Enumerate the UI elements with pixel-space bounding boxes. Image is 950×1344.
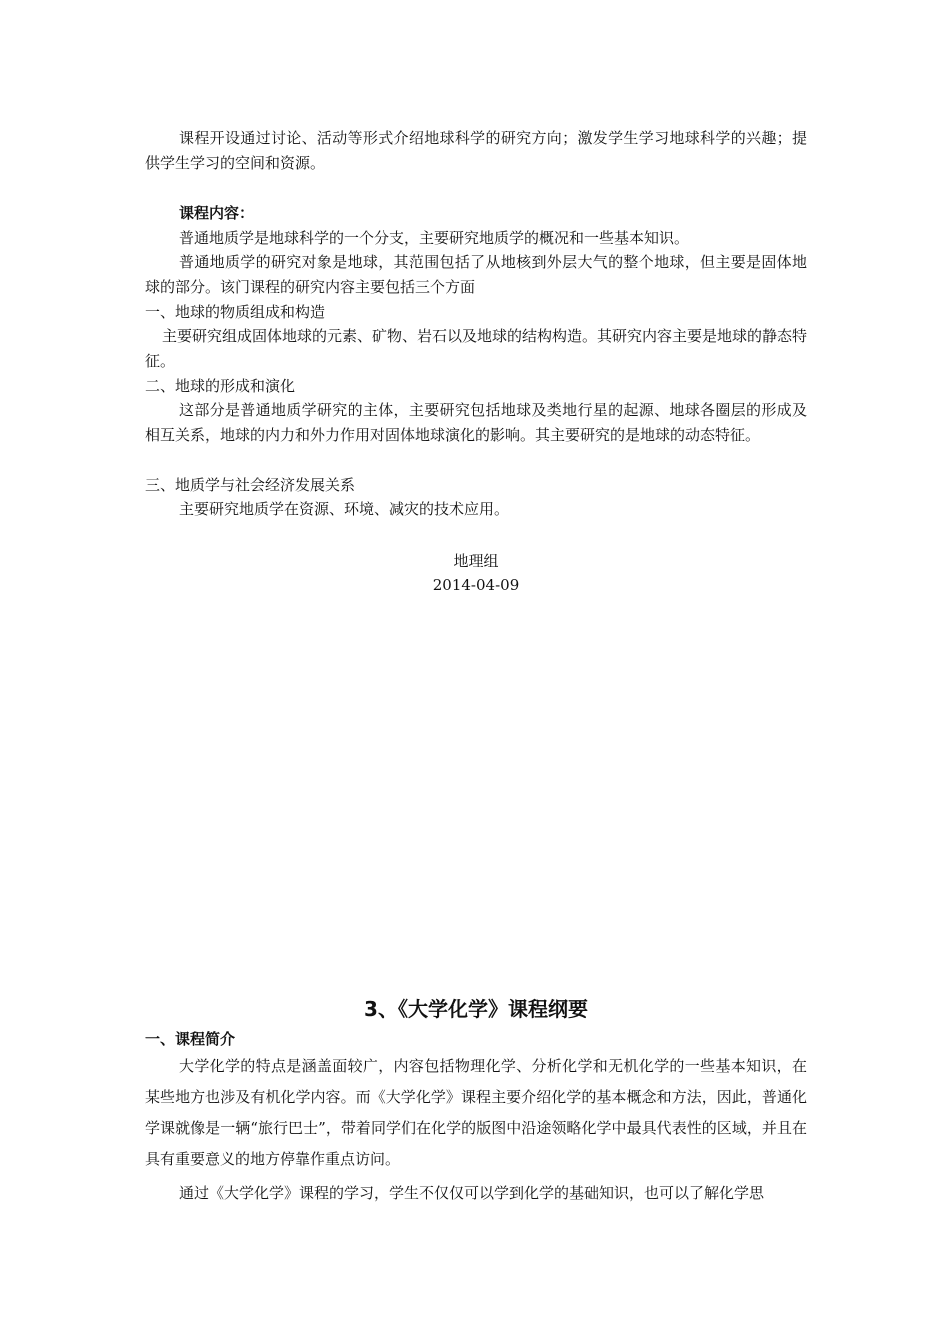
signature-group: 地理组 <box>453 552 499 570</box>
geology-item1-text: 主要研究组成固体地球的元素、矿物、岩石以及地球的结构构造。其研究内容主要是地球的静态特征。 <box>145 327 808 370</box>
geology-para2: 普通地质学的研究对象是地球，其范围包括了从地核到外层大气的整个地球，但主要是固体地球的部分。该门课程的研究内容主要包括三个方面 <box>145 253 807 296</box>
chemistry-title: 3、《大学化学》课程纲要 <box>364 997 588 1021</box>
chemistry-para1: 大学化学的特点是涵盖面较广，内容包括物理化学、分析化学和无机化学的一些基本知识，在某些地方也涉及有机化学内容。而《大学化学》课程主要介绍化学的基本概念和方法，因此，普通化学课就像是一辆“旅行巴士”，带着同学们在化学的版图中沿途领略化学中最具代表性的区域，并且在具有重要意义的地方停靠作重点访问。 <box>145 1057 807 1168</box>
geology-item3-title: 三、地质学与社会经济发展关系 <box>145 476 356 494</box>
chemistry-heading-intro: 一、课程简介 <box>145 1030 236 1048</box>
geology-item1-title: 一、地球的物质组成和构造 <box>145 303 326 321</box>
course-content-heading: 课程内容： <box>179 204 255 222</box>
chemistry-para2: 通过《大学化学》课程的学习，学生不仅仅可以学到化学的基础知识，也可以了解化学思 <box>179 1184 765 1202</box>
geology-item2-text: 这部分是普通地质学研究的主体，主要研究包括地球及类地行星的起源、地球各圈层的形成及相互关系，地球的内力和外力作用对固体地球演化的影响。其主要研究的是地球的动态特征。 <box>145 401 807 444</box>
geology-item2-title: 二、地球的形成和演化 <box>145 377 296 395</box>
geology-item3-text: 主要研究地质学在资源、环境、减灾的技术应用。 <box>179 500 510 518</box>
geology-para1: 普通地质学是地球科学的一个分支，主要研究地质学的概况和一些基本知识。 <box>179 229 690 247</box>
signature-date: 2014-04-09 <box>432 576 520 594</box>
geology-intro: 课程开设通过讨论、活动等形式介绍地球科学的研究方向；激发学生学习地球科学的兴趣；提供学生学习的空间和资源。 <box>145 129 807 172</box>
